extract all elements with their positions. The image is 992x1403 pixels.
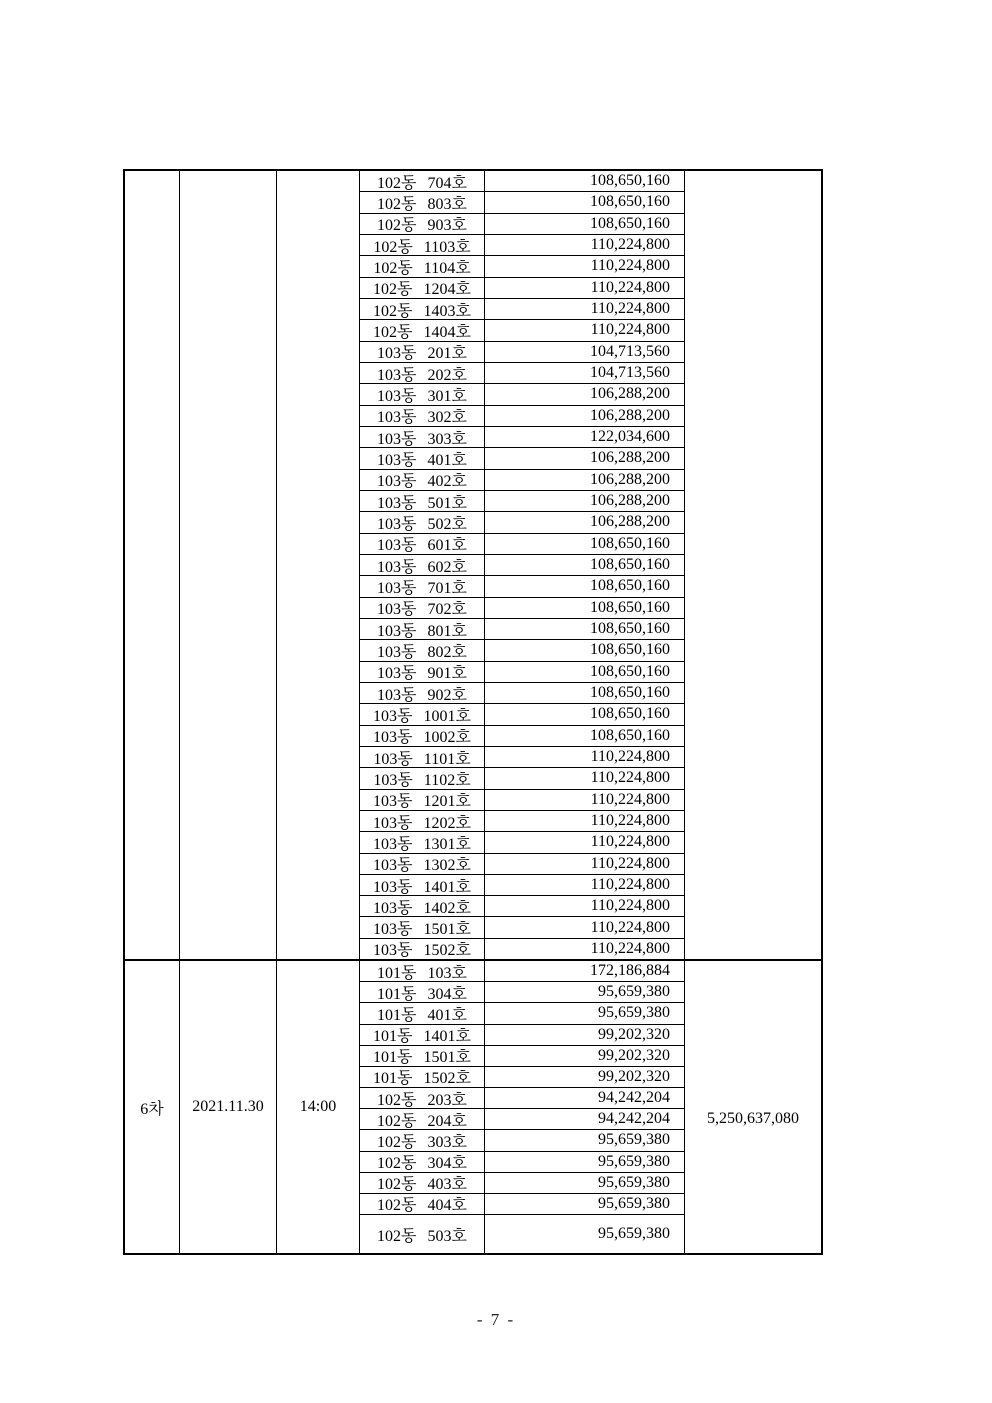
unit-cell: 103동 901호 — [360, 662, 485, 682]
price-cell: 95,659,380 — [598, 1131, 670, 1149]
price-cell: 94,242,204 — [598, 1110, 670, 1128]
price-cell: 108,650,160 — [590, 620, 670, 638]
unit-cell: 103동 902호 — [360, 683, 485, 703]
table-row — [360, 875, 684, 896]
unit-cell: 103동 1502호 — [360, 939, 485, 959]
price-cell: 110,224,800 — [590, 790, 670, 808]
price-cell: 110,224,800 — [590, 812, 670, 829]
unit-cell: 103동 1102호 — [360, 768, 485, 788]
table-row — [360, 342, 684, 363]
price-cell: 95,659,380 — [598, 1004, 670, 1022]
table-row — [360, 384, 684, 405]
price-cell: 108,650,160 — [590, 662, 670, 680]
unit-cell: 103동 702호 — [360, 598, 485, 618]
table-row — [360, 747, 684, 768]
price-cell: 110,224,800 — [590, 300, 670, 318]
unit-cell: 103동 701호 — [360, 576, 485, 596]
unit-cell: 101동 1501호 — [360, 1046, 485, 1066]
price-cell: 108,650,160 — [590, 726, 670, 744]
table-row — [360, 1025, 684, 1046]
table-row — [360, 534, 684, 555]
unit-cell: 101동 1502호 — [360, 1067, 485, 1087]
date-cell: 2021.11.30 — [180, 961, 277, 1253]
price-cell: 108,650,160 — [590, 193, 670, 211]
table-row — [360, 1067, 684, 1088]
time-cell: 14:00 — [277, 961, 360, 1253]
table-row — [360, 1088, 684, 1109]
table-row — [360, 278, 684, 299]
unit-cell: 102동 403호 — [360, 1173, 485, 1193]
price-cell: 110,224,800 — [590, 236, 670, 254]
price-cell: 172,186,884 — [590, 962, 670, 980]
unit-cell: 103동 201호 — [360, 342, 485, 362]
price-cell: 110,224,800 — [590, 939, 670, 957]
price-cell: 104,713,560 — [590, 342, 670, 360]
table-row — [360, 790, 684, 811]
unit-cell: 103동 1402호 — [360, 896, 485, 916]
table-row — [360, 854, 684, 875]
unit-cell: 102동 204호 — [360, 1109, 485, 1129]
unit-cell: 102동 404호 — [360, 1194, 485, 1214]
unit-cell: 103동 502호 — [360, 512, 485, 532]
unit-cell: 103동 1001호 — [360, 704, 485, 724]
unit-cell: 103동 801호 — [360, 619, 485, 639]
table-row — [360, 961, 684, 982]
price-cell: 94,242,204 — [598, 1089, 670, 1107]
table-row — [360, 896, 684, 917]
table-row — [360, 256, 684, 277]
table-row — [360, 832, 684, 853]
table-row — [360, 235, 684, 256]
table-row — [360, 598, 684, 619]
table-row — [360, 1046, 684, 1067]
unit-cell: 102동 1104호 — [360, 256, 485, 276]
price-cell: 110,224,800 — [590, 321, 670, 339]
table-row — [360, 555, 684, 576]
price-cell: 106,288,200 — [590, 449, 670, 467]
table-row — [360, 1152, 684, 1173]
price-cell: 106,288,200 — [590, 513, 670, 531]
unit-cell: 101동 1401호 — [360, 1025, 485, 1045]
unit-cell: 101동 103호 — [360, 961, 485, 981]
table-row — [360, 1215, 684, 1253]
round-cell: 6차 — [125, 961, 180, 1253]
table-row — [360, 427, 684, 448]
unit-cell: 103동 1302호 — [360, 854, 485, 874]
table-row — [360, 1173, 684, 1194]
unit-rows — [360, 961, 685, 1253]
price-cell: 110,224,800 — [590, 897, 670, 915]
price-cell: 95,659,380 — [598, 983, 670, 1001]
price-cell: 108,650,160 — [590, 598, 670, 616]
table-row — [360, 576, 684, 597]
unit-cell: 102동 1103호 — [360, 235, 485, 255]
price-cell: 99,202,320 — [598, 1025, 670, 1043]
table-row — [360, 982, 684, 1003]
table-row — [360, 320, 684, 341]
round-cell — [125, 171, 180, 959]
unit-cell: 103동 1301호 — [360, 832, 485, 852]
unit-cell: 102동 1403호 — [360, 299, 485, 319]
table-row — [360, 406, 684, 427]
table-row — [360, 512, 684, 533]
price-cell: 108,650,160 — [590, 534, 670, 552]
price-cell: 108,650,160 — [590, 705, 670, 723]
time-cell — [277, 171, 360, 959]
table-row — [360, 939, 684, 959]
table-row — [360, 1130, 684, 1151]
price-cell: 108,650,160 — [590, 684, 670, 702]
unit-cell: 102동 803호 — [360, 192, 485, 212]
unit-cell: 103동 1201호 — [360, 790, 485, 810]
unit-cell: 103동 401호 — [360, 448, 485, 468]
unit-cell: 103동 1501호 — [360, 917, 485, 937]
unit-cell: 103동 1202호 — [360, 811, 485, 831]
unit-price-table — [123, 169, 823, 1255]
total-cell — [685, 171, 821, 959]
price-cell: 108,650,160 — [590, 214, 670, 232]
table-row — [360, 726, 684, 747]
table-row — [360, 917, 684, 938]
price-cell: 110,224,800 — [590, 875, 670, 893]
unit-cell: 102동 303호 — [360, 1130, 485, 1150]
table-row — [360, 1194, 684, 1215]
price-cell: 110,224,800 — [590, 918, 670, 936]
unit-cell: 103동 602호 — [360, 555, 485, 575]
table-row — [360, 192, 684, 213]
price-cell: 108,650,160 — [590, 556, 670, 574]
price-cell: 104,713,560 — [590, 364, 670, 382]
unit-cell: 103동 501호 — [360, 491, 485, 511]
price-cell: 106,288,200 — [590, 385, 670, 403]
table-section-round-6 — [125, 961, 821, 1253]
price-cell: 108,650,160 — [590, 577, 670, 595]
price-cell: 95,659,380 — [598, 1194, 670, 1212]
unit-cell: 103동 802호 — [360, 640, 485, 660]
table-row — [360, 662, 684, 683]
unit-cell: 102동 203호 — [360, 1088, 485, 1108]
price-cell: 122,034,600 — [590, 428, 670, 446]
table-row — [360, 1109, 684, 1130]
price-cell: 99,202,320 — [598, 1046, 670, 1064]
price-cell: 110,224,800 — [590, 748, 670, 766]
price-cell: 95,659,380 — [598, 1173, 670, 1191]
price-cell: 106,288,200 — [590, 470, 670, 488]
unit-cell: 103동 303호 — [360, 427, 485, 447]
unit-cell: 102동 903호 — [360, 214, 485, 234]
table-row — [360, 214, 684, 235]
price-cell: 108,650,160 — [590, 641, 670, 659]
price-cell: 110,224,800 — [590, 769, 670, 787]
unit-cell: 102동 503호 — [360, 1215, 485, 1253]
table-row — [360, 171, 684, 192]
price-cell: 99,202,320 — [598, 1067, 670, 1085]
price-cell: 110,224,800 — [590, 854, 670, 872]
unit-cell: 103동 1101호 — [360, 747, 485, 767]
price-cell: 95,659,380 — [598, 1225, 670, 1243]
table-row — [360, 491, 684, 512]
table-row — [360, 299, 684, 320]
unit-cell: 102동 704호 — [360, 171, 485, 191]
price-cell: 95,659,380 — [598, 1152, 670, 1170]
unit-cell: 102동 304호 — [360, 1152, 485, 1172]
total-cell: 5,250,637,080 — [707, 1110, 799, 1127]
table-row — [360, 704, 684, 725]
date-cell — [180, 171, 277, 959]
unit-cell: 103동 302호 — [360, 406, 485, 426]
price-cell: 110,224,800 — [590, 833, 670, 851]
table-row — [360, 811, 684, 832]
table-row — [360, 1003, 684, 1024]
unit-cell: 101동 304호 — [360, 982, 485, 1002]
table-row — [360, 683, 684, 704]
page-number: - 7 - — [476, 1310, 516, 1329]
table-row — [360, 768, 684, 789]
unit-cell: 103동 601호 — [360, 534, 485, 554]
table-row — [360, 640, 684, 661]
table-row — [360, 619, 684, 640]
price-cell: 110,224,800 — [590, 257, 670, 275]
unit-cell: 103동 202호 — [360, 363, 485, 383]
unit-cell: 101동 401호 — [360, 1003, 485, 1023]
price-cell: 106,288,200 — [590, 492, 670, 510]
unit-cell: 102동 1204호 — [360, 278, 485, 298]
price-cell: 110,224,800 — [590, 278, 670, 296]
unit-cell: 103동 301호 — [360, 384, 485, 404]
price-cell: 106,288,200 — [590, 406, 670, 424]
unit-cell: 102동 1404호 — [360, 320, 485, 340]
table-row — [360, 470, 684, 491]
table-row — [360, 363, 684, 384]
table-row — [360, 448, 684, 469]
unit-cell: 103동 1401호 — [360, 875, 485, 895]
price-cell: 108,650,160 — [590, 172, 670, 190]
unit-cell: 103동 1002호 — [360, 726, 485, 746]
unit-cell: 103동 402호 — [360, 470, 485, 490]
unit-rows — [360, 171, 685, 959]
table-section-continued — [125, 171, 821, 961]
